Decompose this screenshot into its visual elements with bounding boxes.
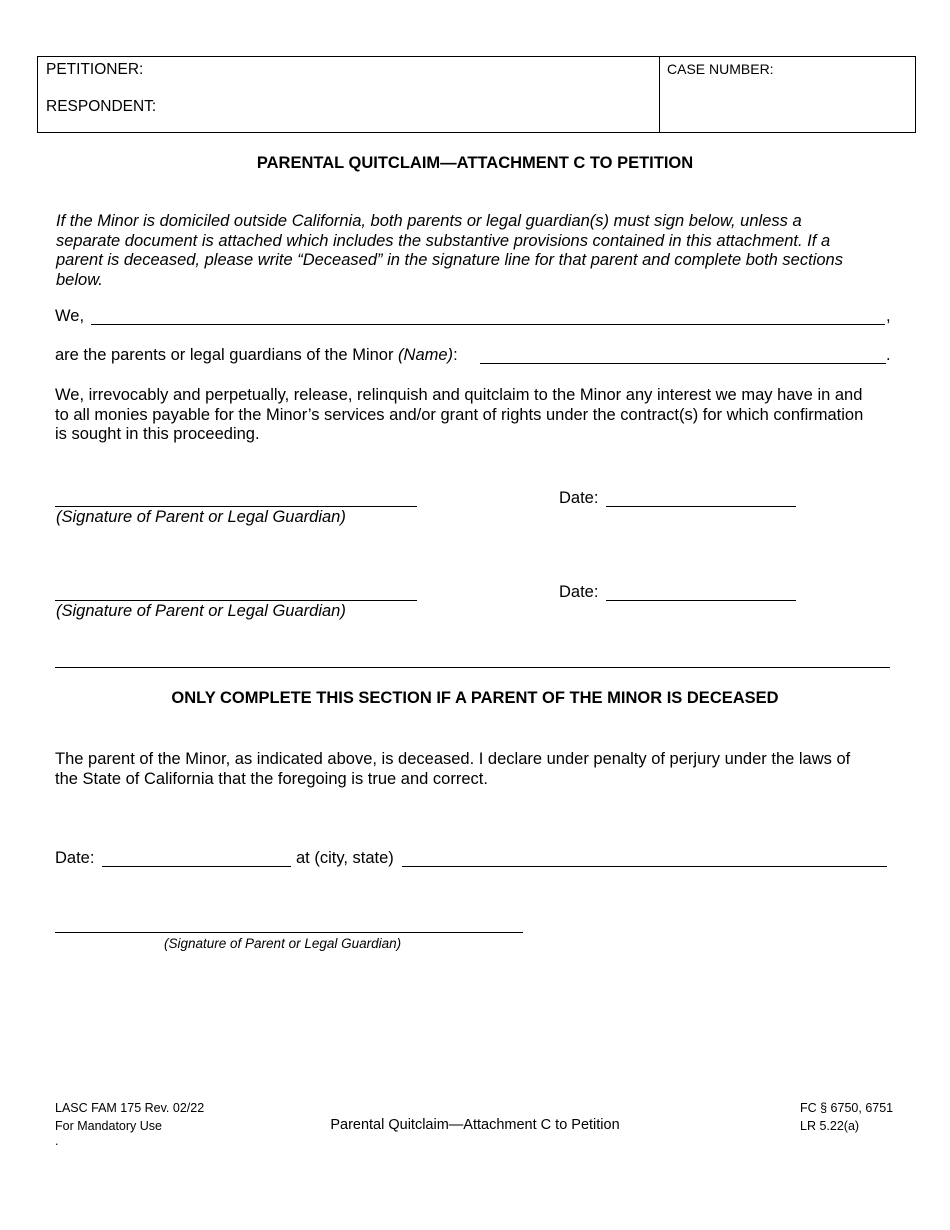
- caption-divider: [659, 57, 660, 132]
- signature-line-1[interactable]: [55, 506, 417, 507]
- name-colon: :: [453, 346, 458, 364]
- petitioner-label: PETITIONER:: [46, 61, 144, 78]
- footer-title: Parental Quitclaim—Attachment C to Petition: [330, 1117, 620, 1133]
- code-citation-1: FC § 6750, 6751: [800, 1101, 894, 1115]
- signature-line-3[interactable]: [55, 932, 523, 933]
- we-label: We,: [55, 307, 85, 325]
- date-field-1[interactable]: [606, 506, 796, 507]
- caption-box: [37, 56, 916, 133]
- signature-caption-2: (Signature of Parent or Legal Guardian): [56, 602, 346, 620]
- parents-text-main: are the parents or legal guardians of the Minor: [55, 346, 394, 364]
- parents-text: [55, 346, 458, 365]
- date-label-3: Date:: [55, 849, 95, 867]
- release-paragraph: [55, 386, 863, 445]
- respondent-label: RESPONDENT:: [46, 98, 157, 115]
- form-id: LASC FAM 175 Rev. 02/22: [55, 1101, 205, 1115]
- date-field-3[interactable]: [102, 866, 291, 867]
- minor-name-field[interactable]: [480, 363, 886, 364]
- date-label-2: Date:: [559, 583, 599, 601]
- deceased-section-heading: ONLY COMPLETE THIS SECTION IF A PARENT OF THE MINOR IS DECEASED: [171, 689, 779, 707]
- declaration-line: The parent of the Minor, as indicated above, is deceased. I declare under penalty of perjury under the laws of: [55, 750, 851, 768]
- release-line: is sought in this proceeding.: [55, 425, 260, 443]
- date-label-1: Date:: [559, 489, 599, 507]
- release-line: to all monies payable for the Minor’s services and/or grant of rights under the contract(s) for which confirmation: [55, 405, 864, 424]
- declaration-paragraph: [55, 750, 850, 789]
- parents-names-field[interactable]: [91, 324, 885, 325]
- name-period: .: [886, 346, 891, 364]
- case-number-label: CASE NUMBER:: [667, 61, 774, 77]
- signature-caption-3: (Signature of Parent or Legal Guardian): [164, 936, 402, 951]
- code-citation-2: LR 5.22(a): [800, 1119, 860, 1133]
- signature-caption-1: (Signature of Parent or Legal Guardian): [56, 508, 346, 526]
- we-comma: ,: [886, 307, 891, 325]
- instructions-line: separate document is attached which includes the substantive provisions contained in this attachment. If a: [56, 231, 831, 250]
- signature-line-2[interactable]: [55, 600, 417, 601]
- city-state-label: at (city, state): [296, 849, 394, 867]
- declaration-line: the State of California that the foregoing is true and correct.: [55, 769, 488, 788]
- name-label: (Name): [398, 346, 454, 364]
- section-divider: [55, 667, 890, 668]
- instructions: [56, 212, 843, 290]
- instructions-line: If the Minor is domiciled outside California, both parents or legal guardian(s) must sign below, unless a: [56, 212, 802, 230]
- release-line: We, irrevocably and perpetually, release, relinquish and quitclaim to the Minor any interest we may have in and: [55, 386, 863, 404]
- instructions-line: below.: [56, 270, 103, 289]
- date-field-2[interactable]: [606, 600, 796, 601]
- city-state-field[interactable]: [402, 866, 887, 867]
- instructions-line: parent is deceased, please write “Deceased” in the signature line for that parent and complete both sections: [56, 251, 843, 269]
- footer-dot: .: [55, 1134, 59, 1148]
- mandatory-use: For Mandatory Use: [55, 1119, 162, 1133]
- page-title: PARENTAL QUITCLAIM—ATTACHMENT C TO PETITION: [256, 154, 694, 172]
